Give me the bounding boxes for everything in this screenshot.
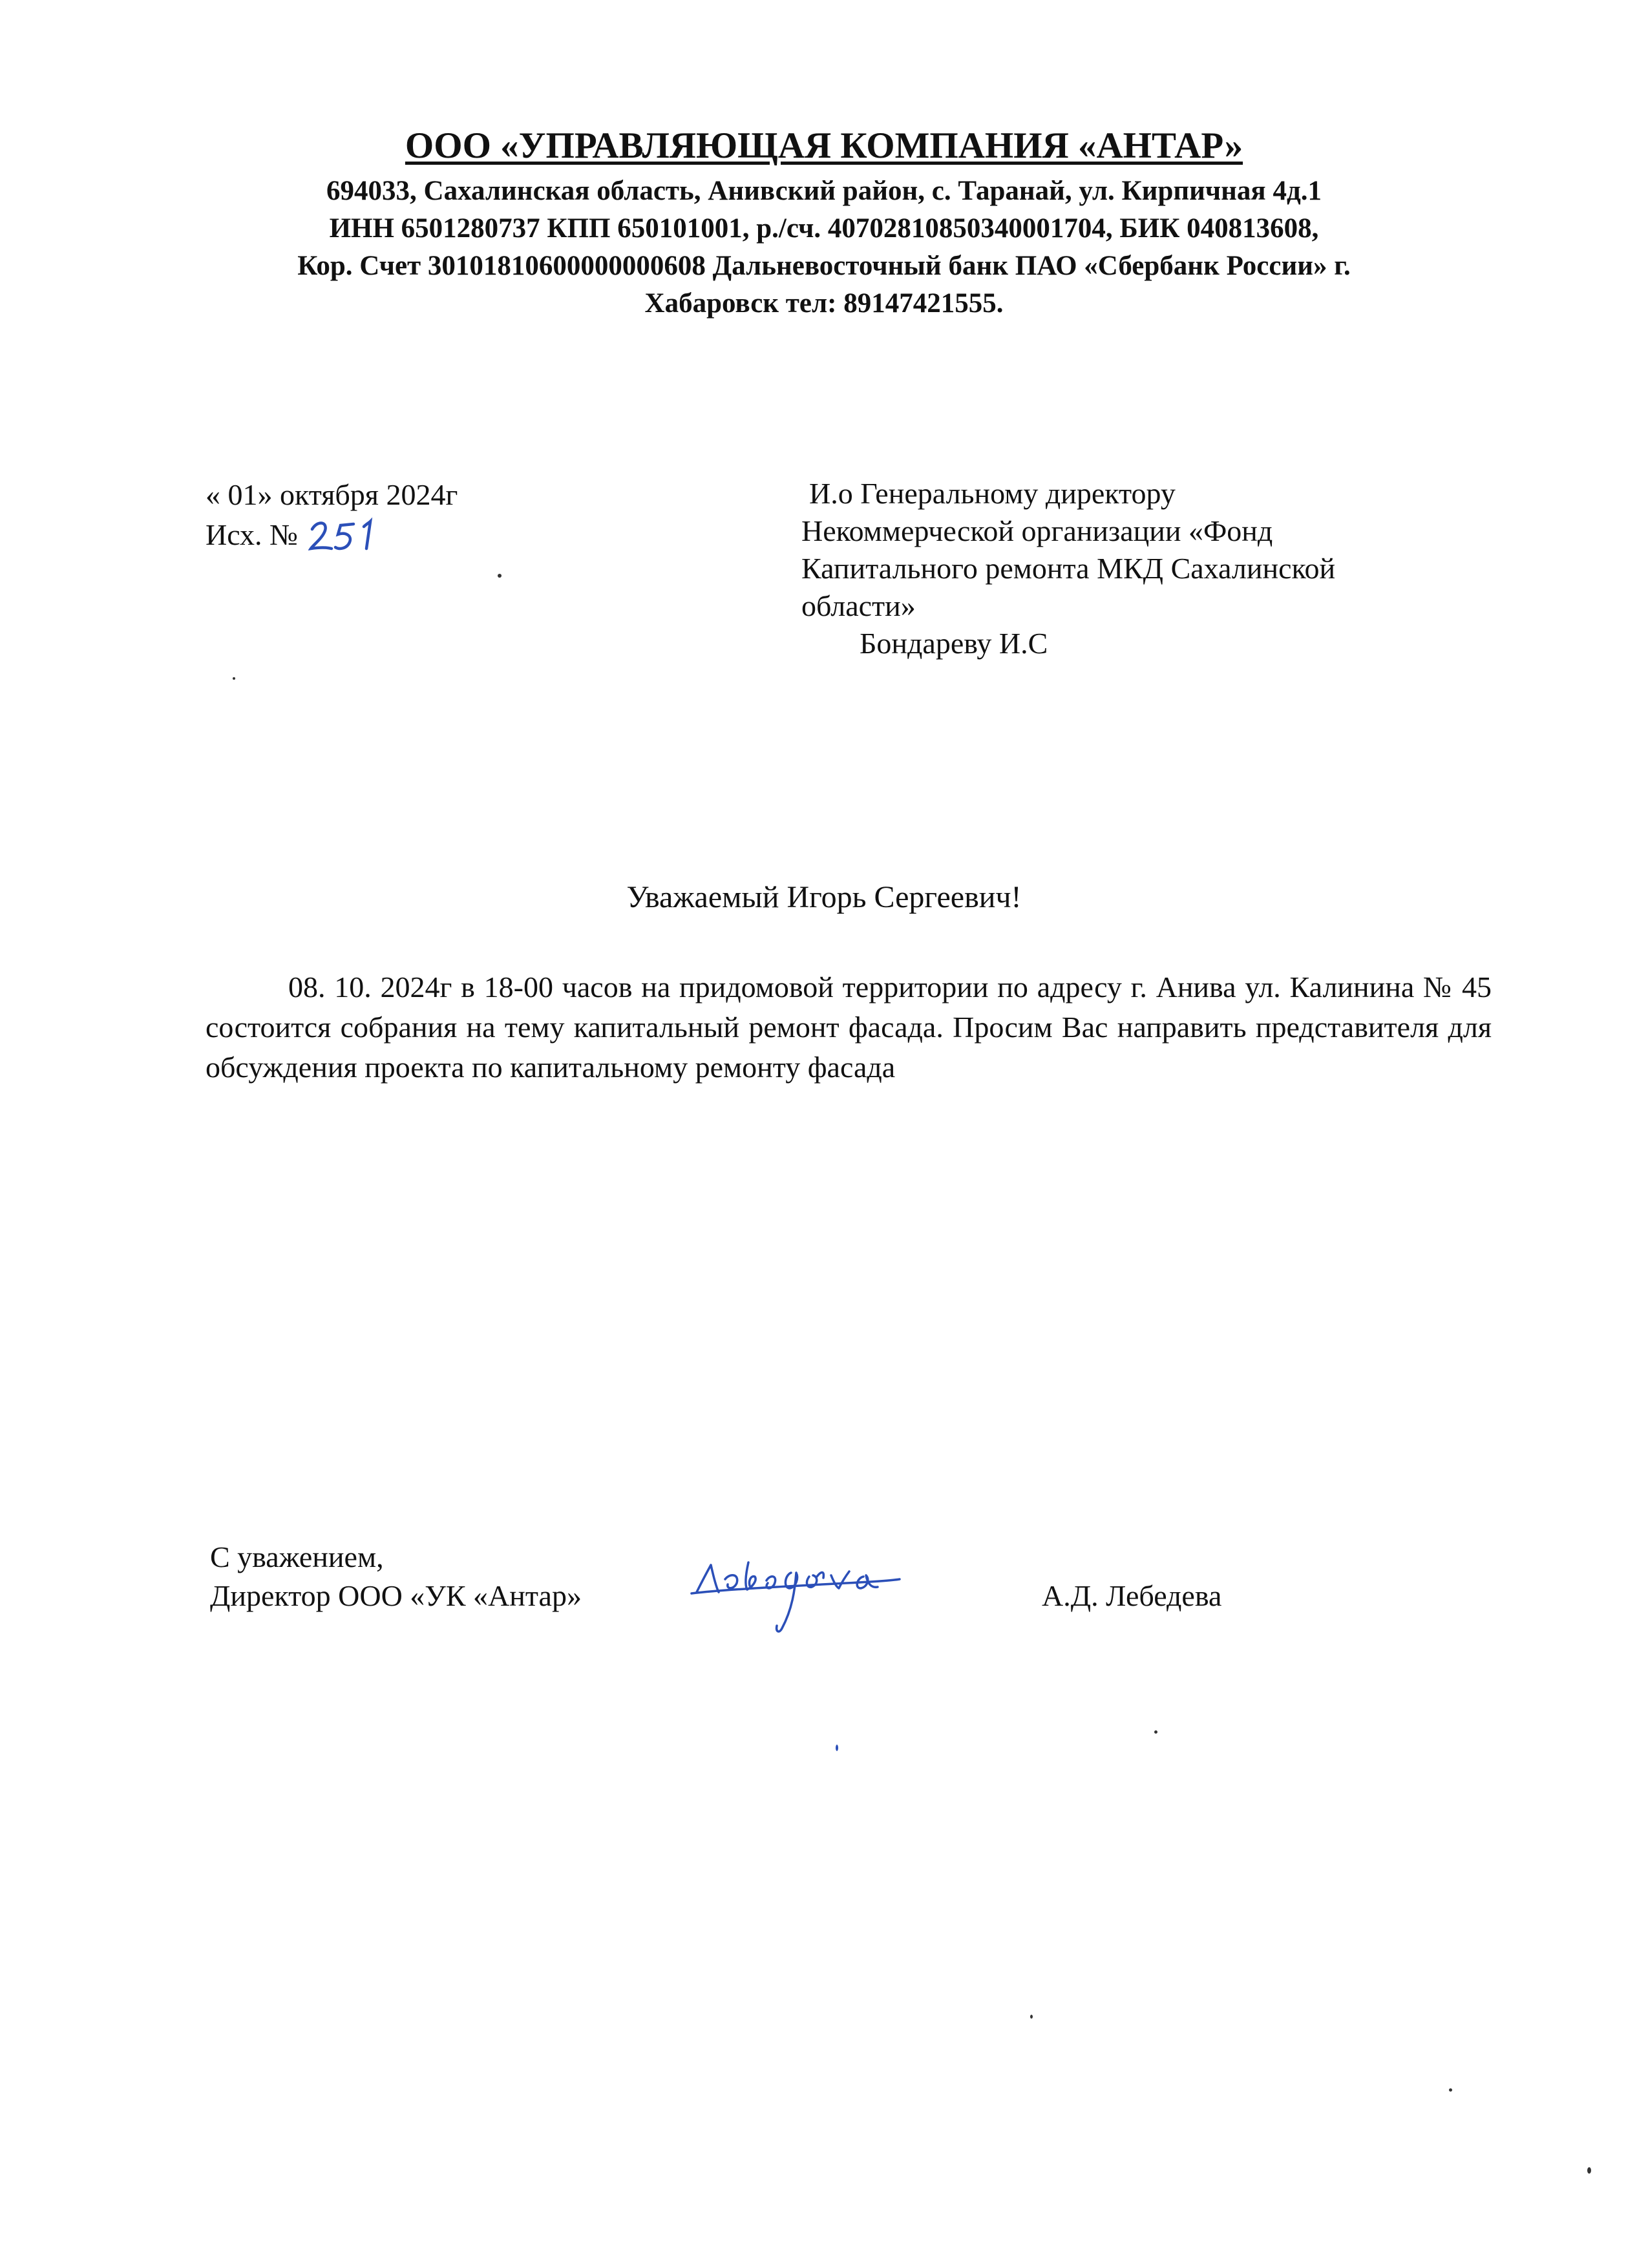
closing-block [210,1538,582,1615]
company-city-phone: Хабаровск тел: 89147421555. [644,288,1004,319]
scan-speck [1030,2015,1033,2019]
addressee-block [801,475,1486,662]
company-correspondent-account: Кор. Счет 30101810600000000608 Дальневосточный банк ПАО «Сбербанк России» г. [297,251,1351,281]
scan-speck [836,1745,838,1751]
handwritten-signature [685,1525,905,1641]
scan-speck [498,574,502,578]
company-bank-details: ИНН 6501280737 КПП 650101001, р./сч. 40702810850340001704, БИК 040813608, [329,213,1319,244]
outgoing-number-label: Исх. № [206,518,298,551]
company-address: 694033, Сахалинская область, Анивский район, с. Таранай, ул. Кирпичная 4д.1 [326,176,1322,206]
scan-speck [1154,1730,1157,1734]
closing-regards: С уважением, [210,1540,384,1573]
scan-speck [1587,2167,1591,2174]
signer-position: Директор ООО «УК «Антар» [210,1579,582,1612]
addressee-organization-3: области» [801,589,916,622]
letter-body: 08. 10. 2024г в 18-00 часов на придомовой территории по адресу г. Анива ул. Калинина № 45 состоится собрания на тему капитальный ремонт фасада. Просим Вас направить представителя для обсуждения проекта по капитальному ремонту фасада [206,971,1492,1084]
handwritten-outgoing-number [308,515,379,555]
letterhead [0,120,1648,322]
addressee-organization-1: Некоммерческой организации «Фонд [801,514,1273,547]
signer-name: А.Д. Лебедева [1042,1579,1222,1612]
addressee-name: Бондареву И.С [860,627,1048,660]
addressee-title: И.о Генеральному директору [809,477,1176,510]
salutation: Уважаемый Игорь Сергеевич! [626,880,1022,914]
outgoing-number-line [206,515,458,555]
company-name: ООО «УПРАВЛЯЮЩАЯ КОМПАНИЯ «АНТАР» [405,125,1243,166]
date-and-number [206,475,458,555]
scan-speck [233,677,235,680]
addressee-organization-2: Капитального ремонта МКД Сахалинской [801,552,1336,585]
scan-speck [1449,2088,1452,2092]
letter-date: « 01» октября 2024г [206,478,458,511]
